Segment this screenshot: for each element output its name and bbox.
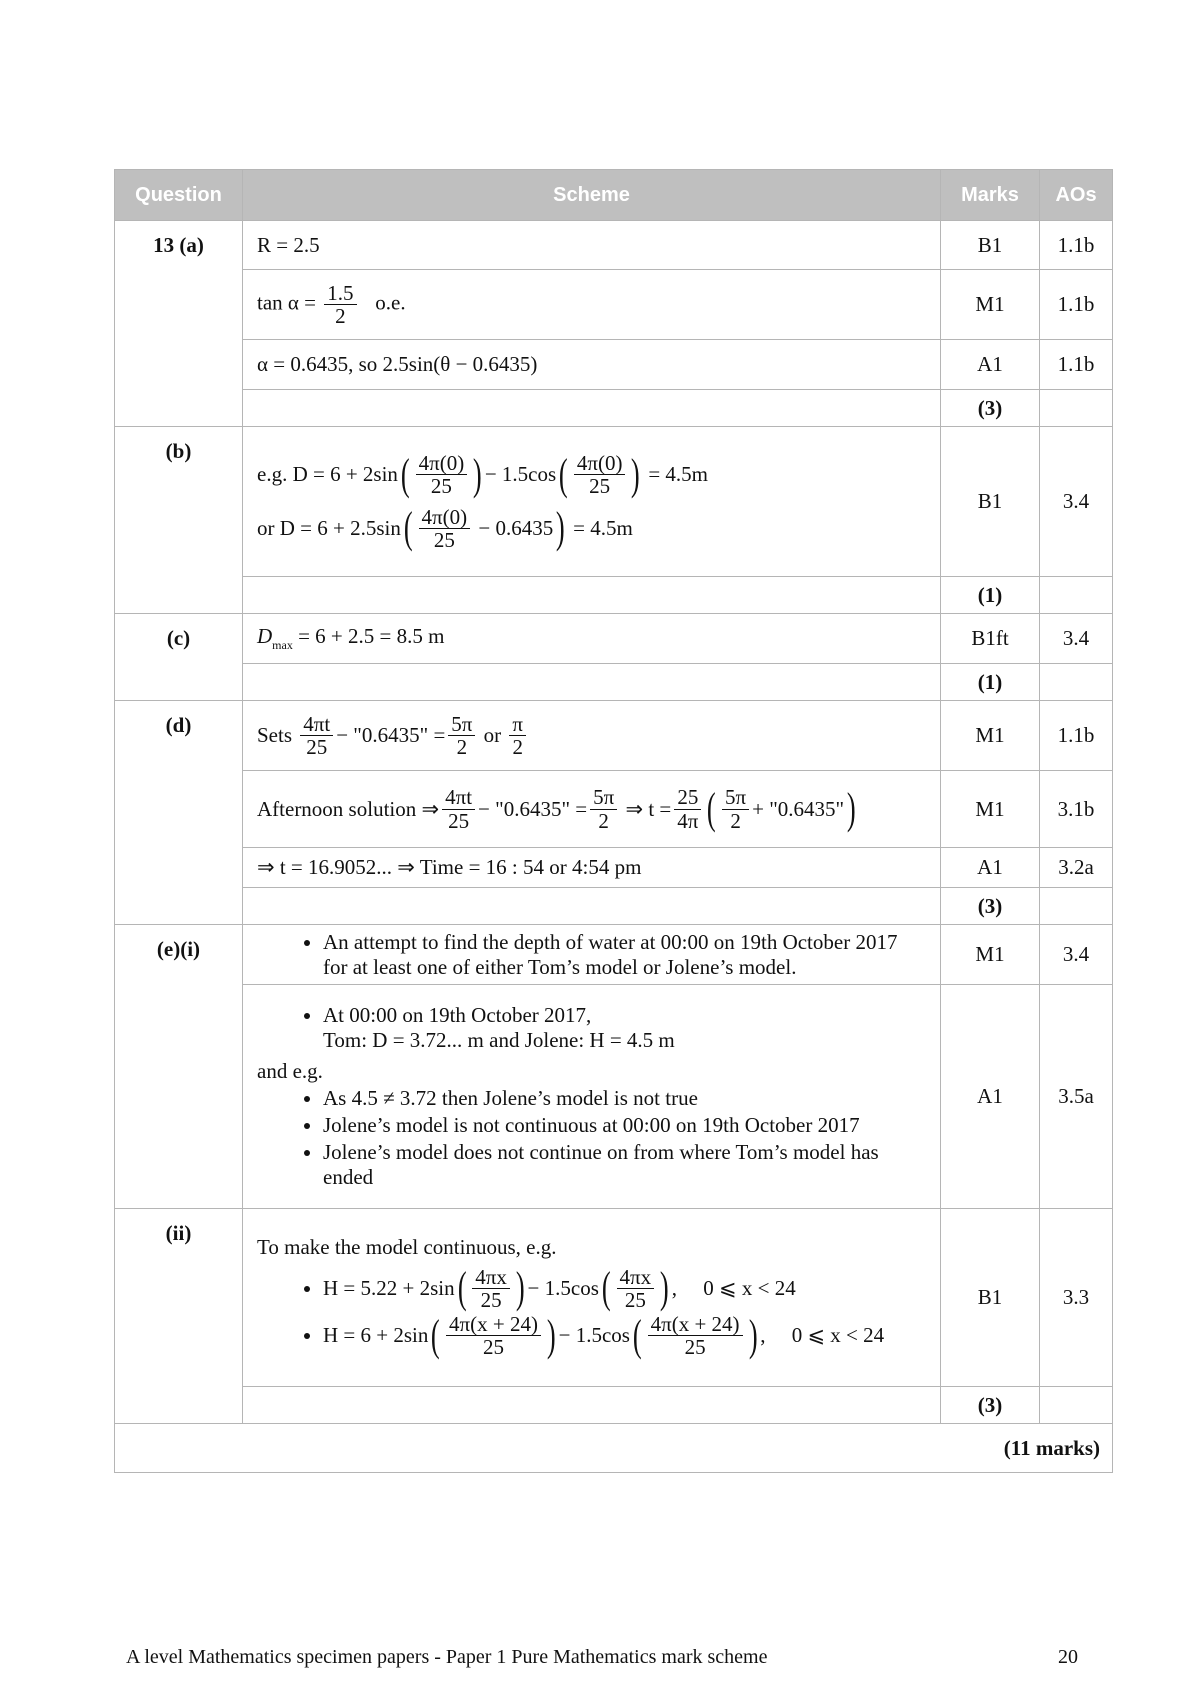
table-row bbox=[115, 270, 1113, 340]
mark-d3: A1 bbox=[941, 848, 1040, 888]
scheme-b-line2: or D = 6 + 2.5sin ( $\frac{4\pi(0)}{25}$ − 0.6435 ) = 4.5m bbox=[257, 503, 633, 553]
ao-d2: 3.1b bbox=[1040, 771, 1113, 848]
total-row bbox=[115, 888, 1113, 925]
total-row bbox=[115, 664, 1113, 701]
mark-scheme-table bbox=[114, 169, 1113, 1473]
table-row bbox=[115, 701, 1113, 771]
mark-e1: M1 bbox=[941, 925, 1040, 985]
table-row bbox=[115, 614, 1113, 664]
table-row bbox=[115, 340, 1113, 390]
page-number: 20 bbox=[1058, 1646, 1078, 1668]
ao-e1: 3.4 bbox=[1040, 925, 1113, 985]
header-marks: Marks bbox=[941, 170, 1040, 221]
footer-title: A level Mathematics specimen papers - Paper 1 Pure Mathematics mark scheme bbox=[126, 1646, 768, 1668]
total-c: (1) bbox=[941, 664, 1040, 701]
table-row bbox=[115, 925, 1113, 985]
scheme-e3: To make the model continuous, e.g. • H = 5.22 + 2sin ( $\frac{4\pi x}{25}$ ) − 1.5cos ( $\frac{4\pi x}{25}$ ) , 0 ⩽ x < 24 • H = 6 + 2sin ( $\frac{4\pi(x + 24)}{25}$ ) − 1.5cos ( $\frac{4\pi(x + 24)}{25}$ ) , 0 ⩽ x < 24 bbox=[243, 1209, 941, 1387]
grand-total-row bbox=[115, 1424, 1113, 1473]
header-row bbox=[115, 170, 1113, 221]
question-label-ei: (e)(i) bbox=[115, 925, 243, 1209]
total-row bbox=[115, 390, 1113, 427]
scheme-a3: α = 0.6435, so 2.5sin(θ − 0.6435) bbox=[243, 340, 941, 390]
total-row bbox=[115, 577, 1113, 614]
total-e: (3) bbox=[941, 1387, 1040, 1424]
scheme-e2: • At 00:00 on 19th October 2017, Tom: D = 3.72... m and Jolene: H = 4.5 m and e.g. • As 4.5 ≠ 3.72 then Jolene’s model is not true • Jolene’s model is not continuous at 00:00 on 19th October 2017 • Jolene’s model does not continue on from where Tom’s model has ended bbox=[243, 985, 941, 1209]
ao-a3: 1.1b bbox=[1040, 340, 1113, 390]
question-label-b: (b) bbox=[115, 427, 243, 614]
grand-total: (11 marks) bbox=[115, 1424, 1113, 1473]
question-label-c: (c) bbox=[115, 614, 243, 701]
ao-d3: 3.2a bbox=[1040, 848, 1113, 888]
mark-a3: A1 bbox=[941, 340, 1040, 390]
ao-a1: 1.1b bbox=[1040, 221, 1113, 270]
total-b: (1) bbox=[941, 577, 1040, 614]
table-row bbox=[115, 771, 1113, 848]
total-d: (3) bbox=[941, 888, 1040, 925]
mark-b: B1 bbox=[941, 427, 1040, 577]
question-label-13a: 13 (a) bbox=[115, 221, 243, 427]
header-scheme: Scheme bbox=[243, 170, 941, 221]
scheme-c: $D_{max} = 6 + 2.5 = 8.5$ m bbox=[243, 614, 941, 664]
ao-e2: 3.5a bbox=[1040, 985, 1113, 1209]
ao-e3: 3.3 bbox=[1040, 1209, 1113, 1387]
ao-a2: 1.1b bbox=[1040, 270, 1113, 340]
scheme-d3: ⇒ t = 16.9052... ⇒ Time = 16 : 54 or 4:54 pm bbox=[243, 848, 941, 888]
mark-c: B1ft bbox=[941, 614, 1040, 664]
scheme-d1: Sets $\frac{4\pi t}{25}$ − "0.6435" = $\frac{5\pi}{2}$ or $\frac{\pi}{2}$ bbox=[243, 701, 941, 771]
total-row bbox=[115, 1387, 1113, 1424]
ao-c: 3.4 bbox=[1040, 614, 1113, 664]
mark-d2: M1 bbox=[941, 771, 1040, 848]
scheme-e1: • An attempt to find the depth of water at 00:00 on 19th October 2017 for at least one of either Tom’s model or Jolene’s model. bbox=[243, 925, 941, 985]
scheme-b bbox=[243, 427, 941, 577]
scheme-d2: Afternoon solution ⇒ $\frac{4\pi t}{25}$ − "0.6435" = $\frac{5\pi}{2}$ ⇒ t = $\frac{25}{4\pi}$ ( $\frac{5\pi}{2}$ + "0.6435" ) bbox=[243, 771, 941, 848]
table-row bbox=[115, 221, 1113, 270]
mark-e3: B1 bbox=[941, 1209, 1040, 1387]
header-question: Question bbox=[115, 170, 243, 221]
scheme-a2: tan α = $\frac{1.5}{2}$ o.e. bbox=[243, 270, 941, 340]
scheme-a1: R = 2.5 bbox=[243, 221, 941, 270]
ao-d1: 1.1b bbox=[1040, 701, 1113, 771]
scheme-b-line1: e.g. D = 6 + 2sin ( $\frac{4\pi(0)}{25}$ ) − 1.5cos ( $\frac{4\pi(0)}{25}$ ) = 4.5m bbox=[257, 449, 709, 499]
mark-a2: M1 bbox=[941, 270, 1040, 340]
table-row bbox=[115, 848, 1113, 888]
mark-a1: B1 bbox=[941, 221, 1040, 270]
mark-e2: A1 bbox=[941, 985, 1040, 1209]
mark-d1: M1 bbox=[941, 701, 1040, 771]
question-label-d: (d) bbox=[115, 701, 243, 925]
table-row bbox=[115, 1209, 1113, 1387]
table-row bbox=[115, 427, 1113, 577]
header-aos: AOs bbox=[1040, 170, 1113, 221]
ao-b: 3.4 bbox=[1040, 427, 1113, 577]
question-label-eii: (ii) bbox=[115, 1209, 243, 1424]
total-a: (3) bbox=[941, 390, 1040, 427]
table-row bbox=[115, 985, 1113, 1209]
